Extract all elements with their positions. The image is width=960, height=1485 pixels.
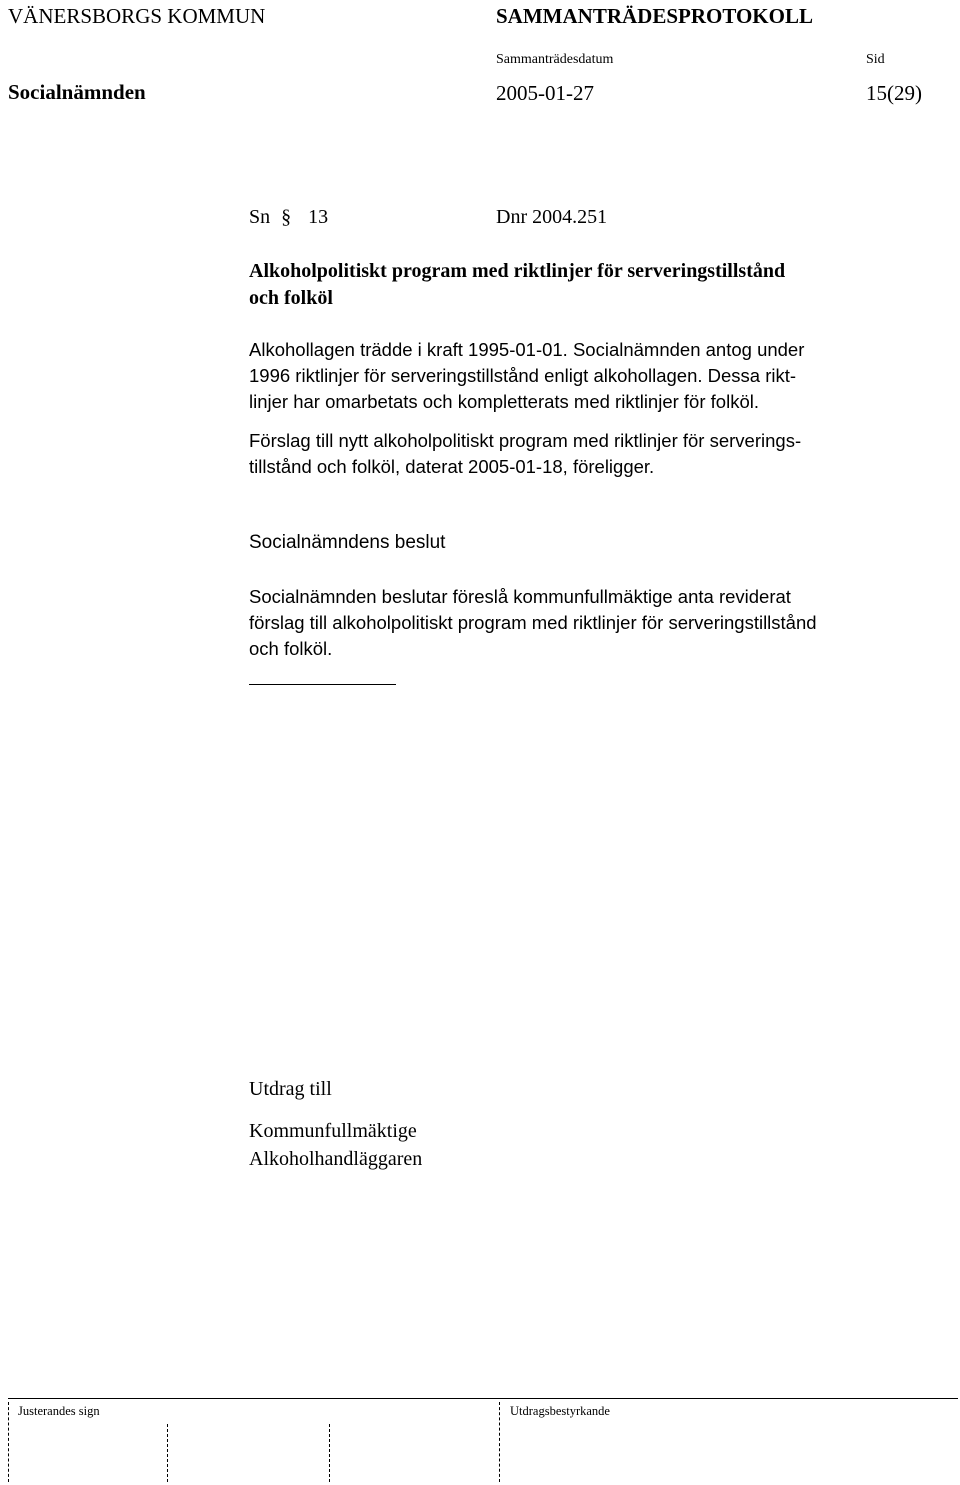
case-title-line: och folköl: [249, 287, 333, 309]
signature-box-divider: [8, 1402, 10, 1482]
date-label: Sammanträdesdatum: [496, 52, 614, 67]
paragraph-proposal: [249, 428, 801, 480]
distribution-list: [249, 1117, 422, 1173]
page-label: Sid: [866, 52, 885, 67]
footer-top-rule: [8, 1398, 958, 1399]
diary-number: Dnr 2004.251: [496, 206, 608, 228]
page-number: 15(29): [866, 81, 922, 105]
paragraph-line: 1996 riktlinjer för serveringstillstånd enligt alkohollagen. Dessa rikt-: [249, 365, 797, 386]
signature-label: Justerandes sign: [18, 1404, 100, 1418]
case-title-line: Alkoholpolitiskt program med riktlinjer för serveringstillstånd: [249, 260, 786, 282]
case-title: [249, 258, 785, 312]
signature-box-divider: [329, 1424, 331, 1482]
distribution-recipient: Alkoholhandläggaren: [249, 1148, 423, 1170]
paragraph-background: [249, 337, 804, 415]
decision-line: förslag till alkoholpolitiskt program med riktlinjer för serveringstillstånd: [249, 612, 817, 633]
decision-end-rule: [249, 684, 396, 685]
extract-label: Utdragsbestyrkande: [510, 1404, 610, 1418]
signature-box-divider: [499, 1402, 501, 1482]
section-symbol: §: [281, 206, 292, 228]
paragraph-line: Förslag till nytt alkoholpolitiskt program med riktlinjer för serverings-: [249, 430, 802, 451]
distribution-heading: Utdrag till: [249, 1078, 332, 1100]
decision-heading: Socialnämndens beslut: [249, 532, 446, 553]
decision-line: Socialnämnden beslutar föreslå kommunfullmäktige anta reviderat: [249, 586, 791, 607]
section-number: 13: [308, 206, 329, 228]
distribution-recipient: Kommunfullmäktige: [249, 1120, 417, 1142]
committee-name: Socialnämnden: [8, 80, 146, 104]
section-prefix: Sn: [249, 206, 271, 228]
section-reference: [249, 206, 328, 229]
signature-box-divider: [167, 1424, 169, 1482]
document-type: SAMMANTRÄDESPROTOKOLL: [496, 4, 813, 28]
municipality-name: VÄNERSBORGS KOMMUN: [8, 4, 266, 28]
paragraph-line: linjer har omarbetats och kompletterats med riktlinjer för folköl.: [249, 391, 759, 412]
meeting-date: 2005-01-27: [496, 81, 594, 105]
decision-line: och folköl.: [249, 638, 333, 659]
paragraph-line: tillstånd och folköl, daterat 2005-01-18, föreligger.: [249, 456, 655, 477]
decision-text: [249, 584, 817, 662]
paragraph-line: Alkohollagen trädde i kraft 1995-01-01. Socialnämnden antog under: [249, 339, 805, 360]
